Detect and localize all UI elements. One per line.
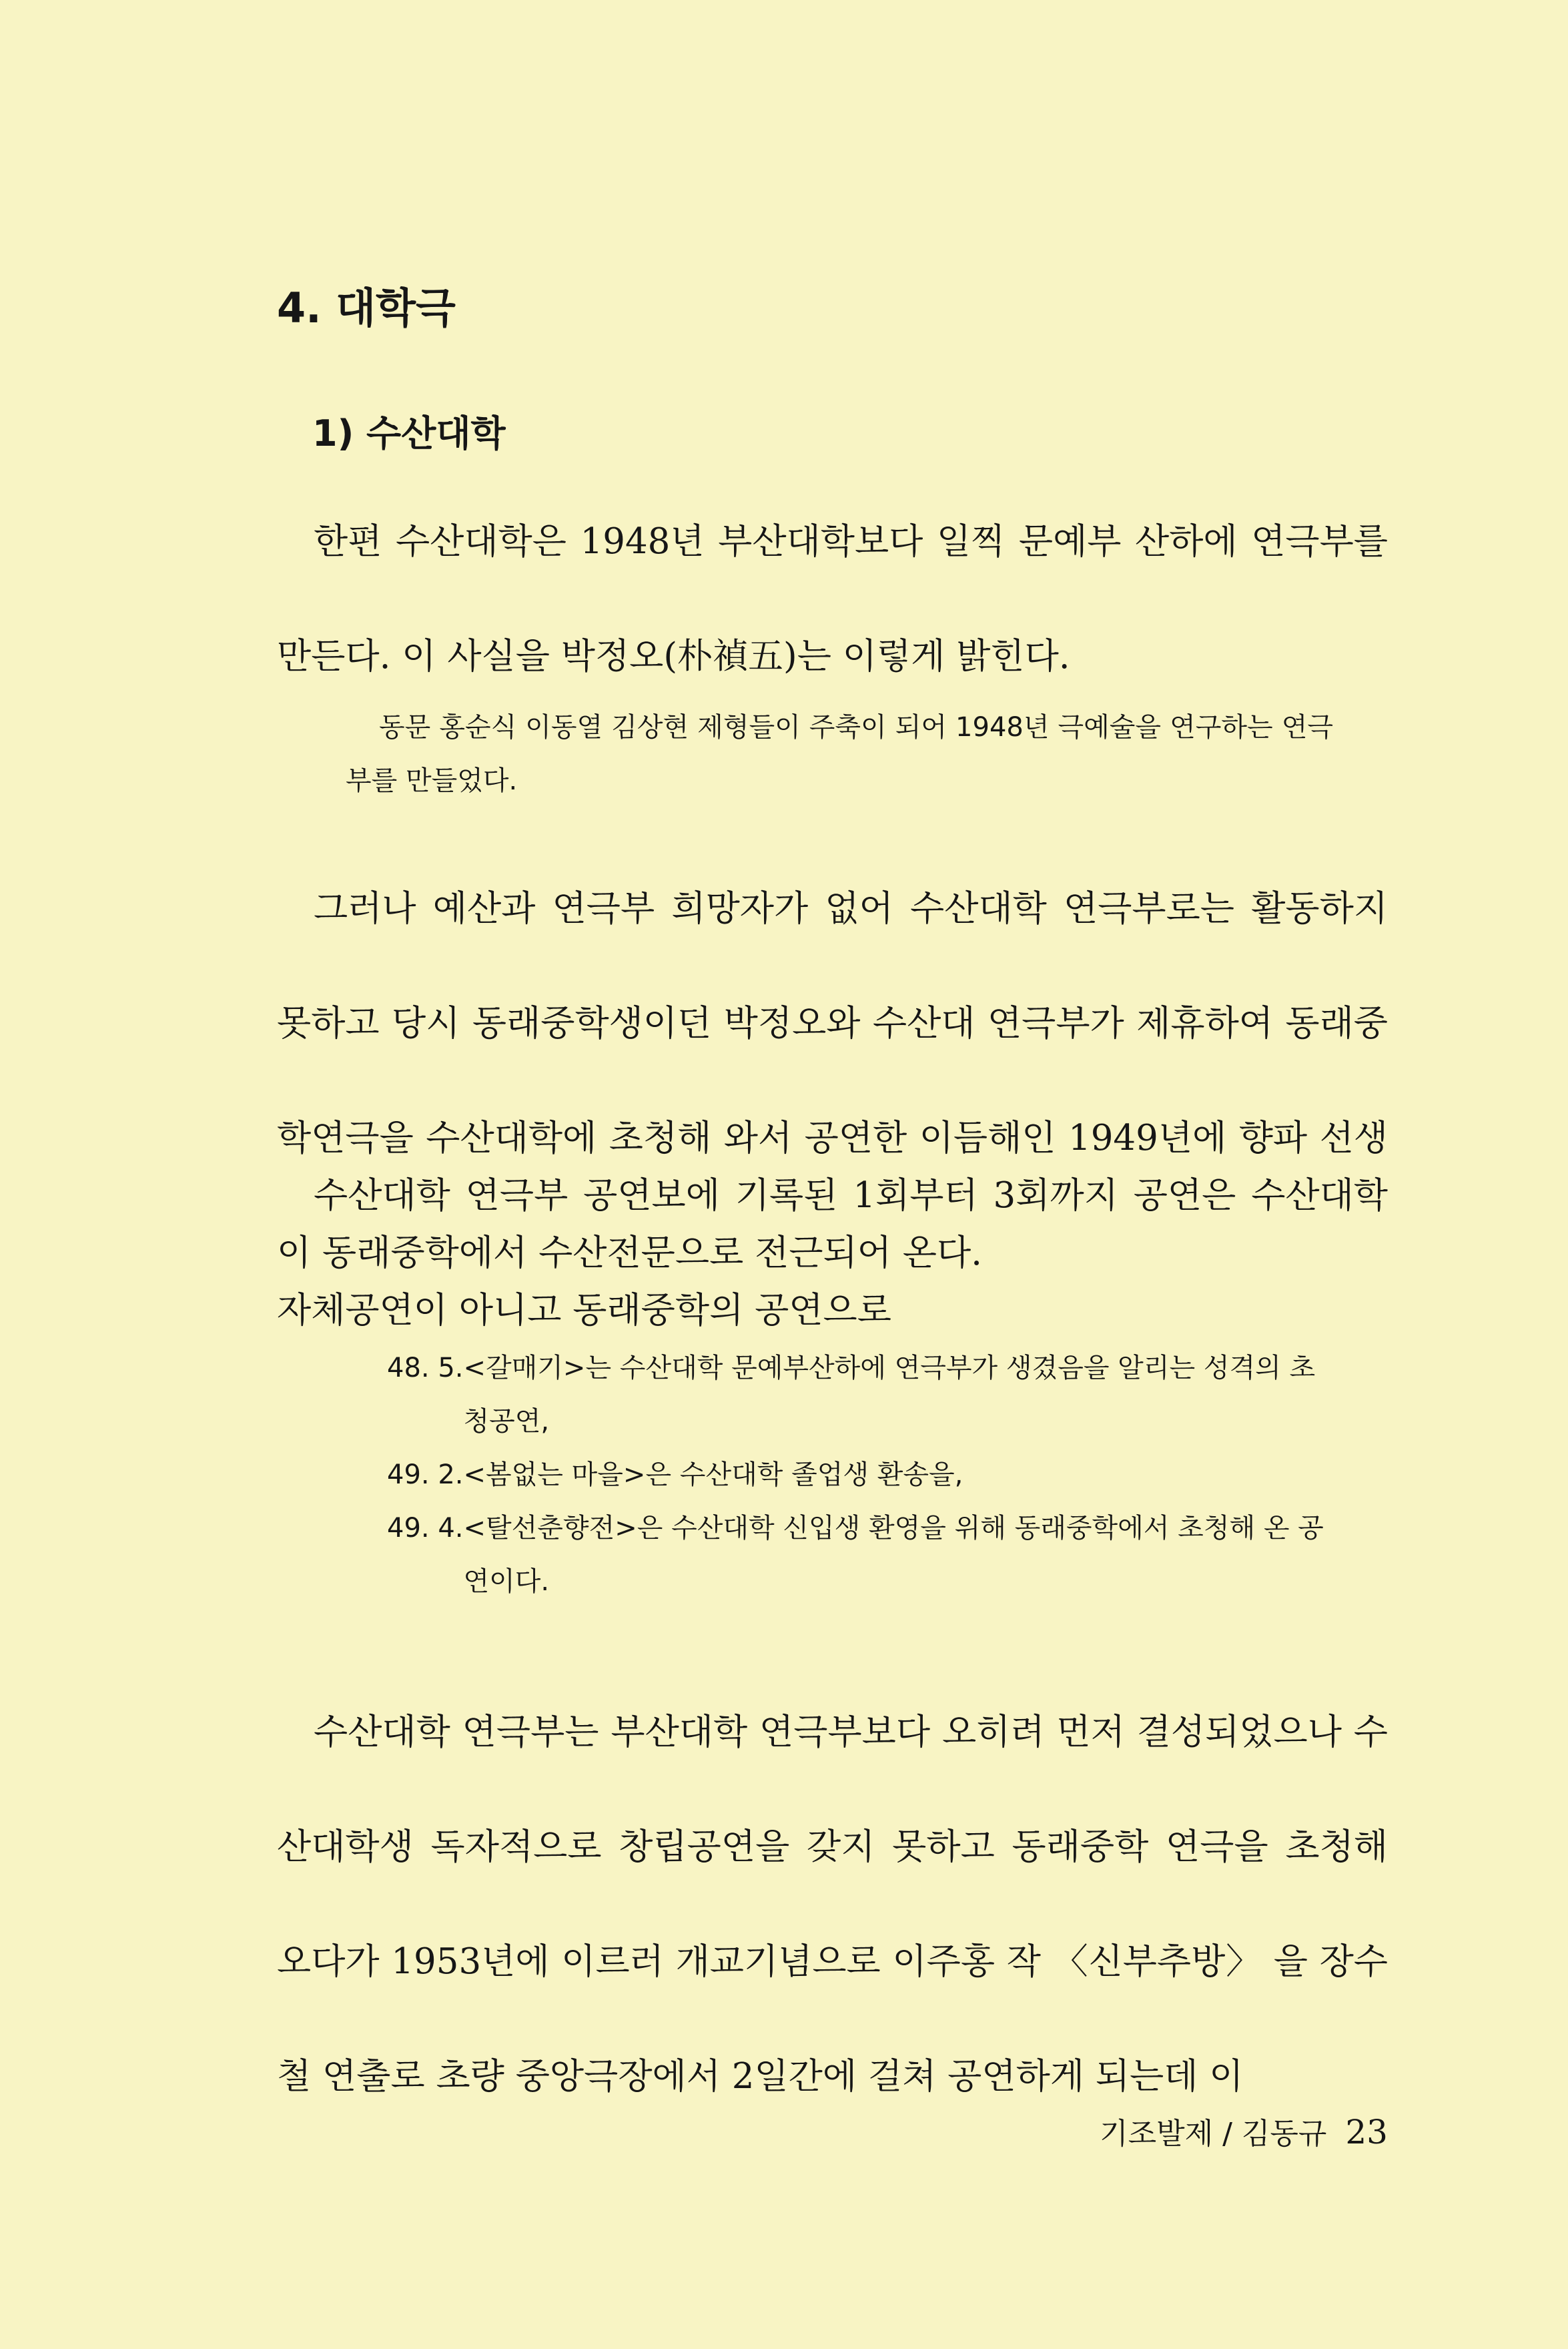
running-head: 기조발제 / 김동규 [1100, 2117, 1327, 2151]
list-item-date: 49. 4. [387, 1513, 464, 1544]
paragraph-4: 수산대학 연극부는 부산대학 연극부보다 오히려 먼저 결성되었으나 수산대학생 독자적으로 창립공연을 갖지 못하고 동래중학 연극을 초청해 오다가 1953년에 이르러 개교기념으로 이주홍 작 〈신부추방〉 을 장수철 연출로 초량 중앙극장에서 2일간에 걸쳐 공연하게 되는데 이 [277, 1712, 1388, 2097]
performance-list [387, 1341, 1334, 1608]
page-footer [1088, 2105, 1388, 2161]
paragraph-3: 수산대학 연극부 공연보에 기록된 1회부터 3회까지 공연은 수산대학 자체공연이 아니고 동래중학의 공연으로 [277, 1175, 1388, 1331]
list-item-date: 48. 5. [387, 1353, 464, 1383]
section-title: 4. 대학극 [277, 284, 456, 332]
list-item [387, 1341, 1334, 1448]
list-item-date: 49. 2. [387, 1459, 464, 1490]
list-item-text: <갈매기>는 수산대학 문예부산하에 연극부가 생겼음을 알리는 성격의 초청공연, [463, 1353, 1316, 1437]
block-quote-1: 동문 홍순식 이동열 김상현 제형들이 주축이 되어 1948년 극예술을 연구하는 연극부를 만들었다. [346, 712, 1333, 796]
paragraph-1: 한편 수산대학은 1948년 부산대학보다 일찍 문예부 산하에 연극부를 만든다. 이 사실을 박정오(朴禎五)는 이렇게 밝힌다. [277, 521, 1388, 677]
paragraph-2: 그러나 예산과 연극부 희망자가 없어 수산대학 연극부로는 활동하지 못하고 당시 동래중학생이던 박정오와 수산대 연극부가 제휴하여 동래중학연극을 수산대학에 초청해 와서 공연한 이듬해인 1949년에 향파 선생이 동래중학에서 수산전문으로 전근되어 온다. [277, 888, 1388, 1273]
subsection-title: 1) 수산대학 [312, 412, 506, 454]
list-item [387, 1448, 1334, 1501]
page-number: 23 [1345, 2113, 1388, 2151]
list-item [387, 1501, 1334, 1608]
list-item-text: <봄없는 마을>은 수산대학 졸업생 환송을, [463, 1459, 963, 1490]
list-item-text: <탈선춘향전>은 수산대학 신입생 환영을 위해 동래중학에서 초청해 온 공연이다. [463, 1513, 1324, 1597]
